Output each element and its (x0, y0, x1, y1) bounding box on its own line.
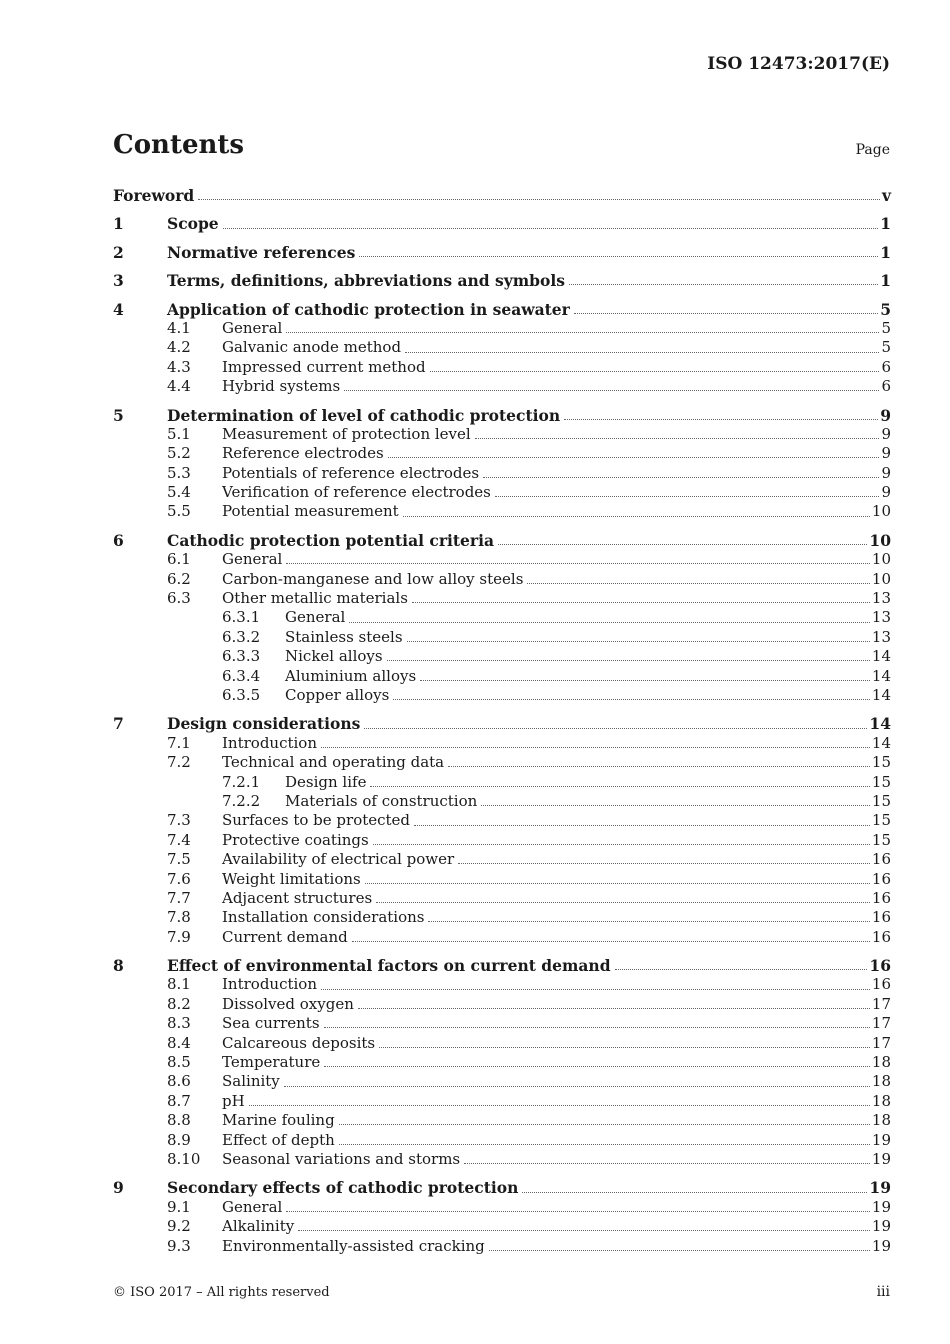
toc-entry-number: 2 (113, 242, 124, 262)
toc-entry-number: 6.3.4 (222, 666, 261, 685)
toc-dot-leader (615, 969, 868, 970)
toc-entry-page: 14 (871, 666, 891, 685)
toc-entry-number: 9.3 (167, 1236, 191, 1255)
toc-dot-leader (359, 256, 878, 257)
toc-entry-page: 16 (871, 975, 891, 994)
toc-entry-title: Design life (285, 772, 367, 791)
toc-entry-number: 5.3 (167, 463, 191, 482)
toc-dot-leader (364, 728, 867, 729)
toc-entry-number: 6.2 (167, 569, 191, 588)
toc-entry[interactable] (113, 1072, 891, 1091)
table-of-contents (113, 186, 891, 1256)
toc-entry-page: 15 (871, 830, 891, 849)
toc-entry-number: 8.10 (167, 1149, 201, 1168)
toc-entry-title: Weight limitations (222, 869, 361, 888)
toc-dot-leader (365, 883, 870, 884)
toc-entry-page: 5 (881, 338, 891, 357)
toc-entry[interactable] (113, 1014, 891, 1033)
toc-entry-page: 10 (871, 569, 891, 588)
toc-dot-leader (483, 477, 879, 478)
toc-entry-number: 7.1 (167, 733, 191, 752)
toc-entry-page: 1 (880, 271, 891, 291)
toc-entry-page: 6 (881, 357, 891, 376)
toc-dot-leader (414, 825, 870, 826)
toc-entry[interactable] (113, 608, 891, 627)
toc-dot-leader (405, 352, 879, 353)
page-column-label: Page (855, 142, 890, 158)
toc-entry[interactable] (113, 773, 891, 792)
toc-entry[interactable] (113, 570, 891, 589)
toc-entry-number: 7 (113, 714, 124, 734)
toc-entry[interactable] (113, 377, 891, 396)
toc-dot-leader (376, 902, 870, 903)
toc-entry-page: v (881, 186, 891, 205)
toc-entry-number: 4.4 (167, 377, 191, 396)
toc-entry-title: Surfaces to be protected (222, 811, 411, 830)
toc-entry-title: Potentials of reference electrodes (222, 463, 480, 482)
toc-entry[interactable] (113, 1053, 891, 1072)
toc-entry-title: Normative references (167, 242, 356, 262)
toc-entry-page: 14 (871, 685, 891, 704)
toc-entry-page: 1 (880, 242, 891, 262)
toc-entry[interactable] (113, 214, 891, 233)
toc-entry[interactable] (113, 975, 891, 994)
toc-dot-leader (339, 1124, 870, 1125)
toc-entry-title: Availability of electrical power (222, 850, 455, 869)
toc-entry-number: 4 (113, 299, 124, 319)
toc-entry-title: Cathodic protection potential criteria (167, 530, 495, 550)
toc-entry[interactable] (113, 358, 891, 377)
toc-entry[interactable] (113, 889, 891, 908)
toc-entry-page: 5 (880, 299, 891, 319)
toc-entry-title: Design considerations (167, 714, 361, 734)
toc-entry-page: 16 (871, 908, 891, 927)
toc-entry-number: 8.4 (167, 1033, 191, 1052)
toc-entry-page: 16 (871, 850, 891, 869)
toc-dot-leader (448, 766, 870, 767)
toc-dot-leader (527, 583, 870, 584)
toc-entry[interactable] (113, 319, 891, 338)
toc-entry-page: 14 (871, 733, 891, 752)
toc-dot-leader (481, 805, 870, 806)
toc-entry-title: Alkalinity (222, 1217, 295, 1236)
toc-entry-title: Stainless steels (285, 627, 403, 646)
toc-dot-leader (388, 457, 880, 458)
toc-entry-title: Temperature (222, 1053, 321, 1072)
toc-entry-page: 19 (869, 1178, 891, 1198)
toc-entry-number: 6 (113, 530, 124, 550)
toc-entry-number: 5.2 (167, 444, 191, 463)
toc-entry[interactable] (113, 850, 891, 869)
toc-entry-title: Dissolved oxygen (222, 994, 354, 1013)
toc-dot-leader (569, 284, 878, 285)
toc-entry-title: Terms, definitions, abbreviations and symbols (167, 271, 565, 291)
toc-entry-title: Installation considerations (222, 908, 425, 927)
toc-entry-title: Protective coatings (222, 830, 369, 849)
toc-entry-page: 16 (871, 927, 891, 946)
toc-dot-leader (298, 1230, 870, 1231)
toc-dot-leader (339, 1144, 870, 1145)
toc-entry-number: 7.2.1 (222, 772, 261, 791)
toc-entry-title: General (222, 1197, 283, 1216)
toc-entry-title: General (222, 550, 283, 569)
toc-entry-number: 5.1 (167, 424, 191, 443)
toc-entry[interactable] (113, 338, 891, 357)
toc-entry[interactable] (113, 956, 891, 975)
toc-entry-page: 19 (871, 1217, 891, 1236)
toc-dot-leader (223, 228, 879, 229)
toc-entry-number: 5 (113, 405, 124, 425)
toc-dot-leader (464, 1163, 870, 1164)
toc-dot-leader (522, 1192, 867, 1193)
toc-entry-title: Scope (167, 214, 219, 234)
toc-entry[interactable] (113, 425, 891, 444)
toc-entry-title: Effect of environmental factors on current demand (167, 956, 611, 976)
toc-entry-number: 5.4 (167, 483, 191, 502)
toc-dot-leader (420, 680, 870, 681)
toc-dot-leader (370, 786, 869, 787)
toc-entry[interactable] (113, 686, 891, 705)
toc-dot-leader (379, 1047, 870, 1048)
toc-entry[interactable] (113, 186, 891, 205)
toc-dot-leader (475, 438, 880, 439)
toc-entry-page: 5 (881, 318, 891, 337)
toc-entry-page: 15 (871, 772, 891, 791)
toc-entry[interactable] (113, 243, 891, 262)
toc-entry-title: Galvanic anode method (222, 338, 402, 357)
toc-entry-title: Other metallic materials (222, 589, 408, 608)
toc-entry-number: 7.6 (167, 869, 191, 888)
toc-entry-page: 17 (871, 1014, 891, 1033)
toc-entry[interactable] (113, 1131, 891, 1150)
toc-entry-title: Introduction (222, 975, 317, 994)
toc-entry-page: 1 (880, 214, 891, 234)
toc-entry[interactable] (113, 792, 891, 811)
toc-entry[interactable] (113, 531, 891, 550)
toc-entry-title: Nickel alloys (285, 647, 383, 666)
toc-entry-title: Hybrid systems (222, 377, 341, 396)
toc-dot-leader (249, 1105, 870, 1106)
toc-entry-number: 6.3.3 (222, 647, 261, 666)
toc-entry-page: 19 (871, 1197, 891, 1216)
toc-dot-leader (321, 747, 870, 748)
toc-entry-page: 13 (871, 589, 891, 608)
toc-entry-number: 6.3.1 (222, 608, 261, 627)
toc-entry-page: 19 (871, 1149, 891, 1168)
toc-entry-page: 9 (881, 483, 891, 502)
toc-entry-page: 9 (881, 424, 891, 443)
toc-entry[interactable] (113, 1237, 891, 1256)
toc-entry-page: 16 (871, 888, 891, 907)
toc-dot-leader (393, 699, 870, 700)
toc-entry-number: 7.5 (167, 850, 191, 869)
toc-entry-title: Carbon-manganese and low alloy steels (222, 569, 524, 588)
footer-page-number: iii (876, 1284, 890, 1300)
toc-entry-title: Secondary effects of cathodic protection (167, 1178, 519, 1198)
toc-entry-title: Technical and operating data (222, 753, 445, 772)
toc-dot-leader (358, 1008, 870, 1009)
toc-dot-leader (198, 199, 880, 200)
toc-entry-page: 18 (871, 1053, 891, 1072)
toc-entry-number: 4.2 (167, 338, 191, 357)
toc-entry-number: 4.1 (167, 318, 191, 337)
toc-entry-number: 6.3 (167, 589, 191, 608)
toc-entry[interactable] (113, 1178, 891, 1197)
toc-entry-page: 10 (871, 550, 891, 569)
toc-entry-title: Environmentally-assisted cracking (222, 1236, 485, 1255)
toc-entry-page: 13 (871, 608, 891, 627)
toc-entry[interactable] (113, 502, 891, 521)
toc-entry-title: Measurement of protection level (222, 424, 471, 443)
toc-entry-page: 16 (871, 869, 891, 888)
toc-dot-leader (498, 544, 867, 545)
toc-entry-page: 19 (871, 1130, 891, 1149)
toc-entry-number: 7.8 (167, 908, 191, 927)
toc-entry-number: 7.3 (167, 811, 191, 830)
toc-entry-title: Adjacent structures (222, 888, 373, 907)
toc-entry-page: 6 (881, 377, 891, 396)
toc-entry[interactable] (113, 1198, 891, 1217)
toc-entry-title: Calcareous deposits (222, 1033, 376, 1052)
toc-entry-number: 6.3.2 (222, 627, 261, 646)
toc-entry-page: 9 (881, 444, 891, 463)
toc-entry-title: Copper alloys (285, 685, 390, 704)
toc-entry-title: pH (222, 1091, 245, 1110)
toc-entry-title: Foreword (113, 186, 195, 205)
toc-entry-title: Marine fouling (222, 1111, 335, 1130)
toc-entry-number: 8.3 (167, 1014, 191, 1033)
toc-entry-title: Application of cathodic protection in seawater (167, 299, 570, 319)
toc-entry[interactable] (113, 928, 891, 947)
toc-entry[interactable] (113, 667, 891, 686)
toc-entry[interactable] (113, 995, 891, 1014)
toc-entry[interactable] (113, 464, 891, 483)
toc-entry-title: Salinity (222, 1072, 280, 1091)
toc-entry[interactable] (113, 870, 891, 889)
toc-entry-title: Sea currents (222, 1014, 320, 1033)
toc-dot-leader (286, 563, 870, 564)
toc-entry-title: Aluminium alloys (285, 666, 417, 685)
toc-dot-leader (403, 516, 870, 517)
toc-entry-title: General (285, 608, 346, 627)
toc-entry-number: 9 (113, 1178, 124, 1198)
toc-entry[interactable] (113, 406, 891, 425)
toc-entry[interactable] (113, 628, 891, 647)
toc-dot-leader (344, 390, 879, 391)
toc-dot-leader (495, 496, 880, 497)
toc-entry-page: 17 (871, 994, 891, 1013)
toc-entry[interactable] (113, 589, 891, 608)
toc-dot-leader (564, 419, 878, 420)
toc-entry[interactable] (113, 714, 891, 733)
toc-entry-page: 18 (871, 1111, 891, 1130)
toc-entry[interactable] (113, 271, 891, 290)
page-title: Contents (113, 130, 245, 160)
toc-entry-title: General (222, 318, 283, 337)
toc-entry[interactable] (113, 550, 891, 569)
toc-entry[interactable] (113, 483, 891, 502)
toc-entry-number: 6.1 (167, 550, 191, 569)
toc-entry-page: 18 (871, 1091, 891, 1110)
toc-entry-page: 19 (871, 1236, 891, 1255)
toc-entry-number: 8.2 (167, 994, 191, 1013)
toc-dot-leader (412, 602, 870, 603)
toc-entry-page: 14 (869, 714, 891, 734)
toc-entry-page: 15 (871, 753, 891, 772)
toc-dot-leader (574, 313, 878, 314)
toc-entry-title: Introduction (222, 733, 317, 752)
document-code: ISO 12473:2017(E) (707, 54, 890, 74)
toc-entry-page: 10 (871, 502, 891, 521)
toc-entry-title: Potential measurement (222, 502, 399, 521)
toc-dot-leader (324, 1027, 870, 1028)
toc-entry[interactable] (113, 1217, 891, 1236)
toc-entry-number: 8.5 (167, 1053, 191, 1072)
footer-copyright: © ISO 2017 – All rights reserved (113, 1285, 330, 1300)
toc-dot-leader (352, 941, 870, 942)
toc-entry-number: 4.3 (167, 357, 191, 376)
toc-entry[interactable] (113, 300, 891, 319)
toc-entry-page: 16 (869, 956, 891, 976)
toc-entry-page: 17 (871, 1033, 891, 1052)
toc-dot-leader (428, 921, 869, 922)
toc-dot-leader (284, 1086, 870, 1087)
toc-entry-title: Seasonal variations and storms (222, 1149, 461, 1168)
toc-dot-leader (286, 1211, 870, 1212)
toc-entry-page: 10 (869, 530, 891, 550)
toc-entry[interactable] (113, 444, 891, 463)
toc-entry-number: 9.1 (167, 1197, 191, 1216)
toc-dot-leader (321, 989, 870, 990)
toc-entry-number: 9.2 (167, 1217, 191, 1236)
toc-entry-page: 9 (880, 405, 891, 425)
toc-entry-number: 7.9 (167, 927, 191, 946)
toc-entry[interactable] (113, 647, 891, 666)
toc-entry-number: 6.3.5 (222, 685, 261, 704)
toc-dot-leader (373, 844, 870, 845)
toc-entry[interactable] (113, 811, 891, 830)
toc-entry-number: 7.7 (167, 888, 191, 907)
toc-entry-number: 7.4 (167, 830, 191, 849)
toc-dot-leader (489, 1250, 870, 1251)
toc-entry-number: 1 (113, 214, 124, 234)
toc-dot-leader (387, 660, 870, 661)
toc-dot-leader (286, 332, 879, 333)
toc-entry-page: 14 (871, 647, 891, 666)
toc-entry[interactable] (113, 908, 891, 927)
toc-entry-title: Reference electrodes (222, 444, 384, 463)
toc-dot-leader (458, 863, 870, 864)
toc-entry-number: 8.9 (167, 1130, 191, 1149)
toc-dot-leader (324, 1066, 870, 1067)
toc-entry-number: 7.2.2 (222, 791, 261, 810)
toc-entry-number: 5.5 (167, 502, 191, 521)
toc-entry-number: 8.8 (167, 1111, 191, 1130)
toc-entry[interactable] (113, 753, 891, 772)
toc-entry[interactable] (113, 1092, 891, 1111)
toc-entry-title: Materials of construction (285, 791, 478, 810)
toc-entry-page: 18 (871, 1072, 891, 1091)
toc-entry-number: 7.2 (167, 753, 191, 772)
toc-entry[interactable] (113, 734, 891, 753)
toc-entry-page: 9 (881, 463, 891, 482)
toc-entry-number: 8.6 (167, 1072, 191, 1091)
toc-entry-title: Verification of reference electrodes (222, 483, 491, 502)
toc-entry-number: 8 (113, 956, 124, 976)
toc-entry-title: Effect of depth (222, 1130, 335, 1149)
toc-entry[interactable] (113, 1034, 891, 1053)
toc-entry-page: 15 (871, 811, 891, 830)
toc-dot-leader (349, 622, 870, 623)
toc-entry[interactable] (113, 1111, 891, 1130)
toc-entry-title: Determination of level of cathodic protection (167, 405, 561, 425)
toc-entry-page: 13 (871, 627, 891, 646)
toc-entry[interactable] (113, 1150, 891, 1169)
toc-entry-number: 3 (113, 271, 124, 291)
toc-entry-number: 8.7 (167, 1091, 191, 1110)
toc-dot-leader (407, 641, 870, 642)
toc-entry-title: Impressed current method (222, 357, 426, 376)
toc-dot-leader (430, 371, 880, 372)
toc-entry-title: Current demand (222, 927, 348, 946)
toc-entry[interactable] (113, 831, 891, 850)
toc-entry-page: 15 (871, 791, 891, 810)
toc-entry-number: 8.1 (167, 975, 191, 994)
